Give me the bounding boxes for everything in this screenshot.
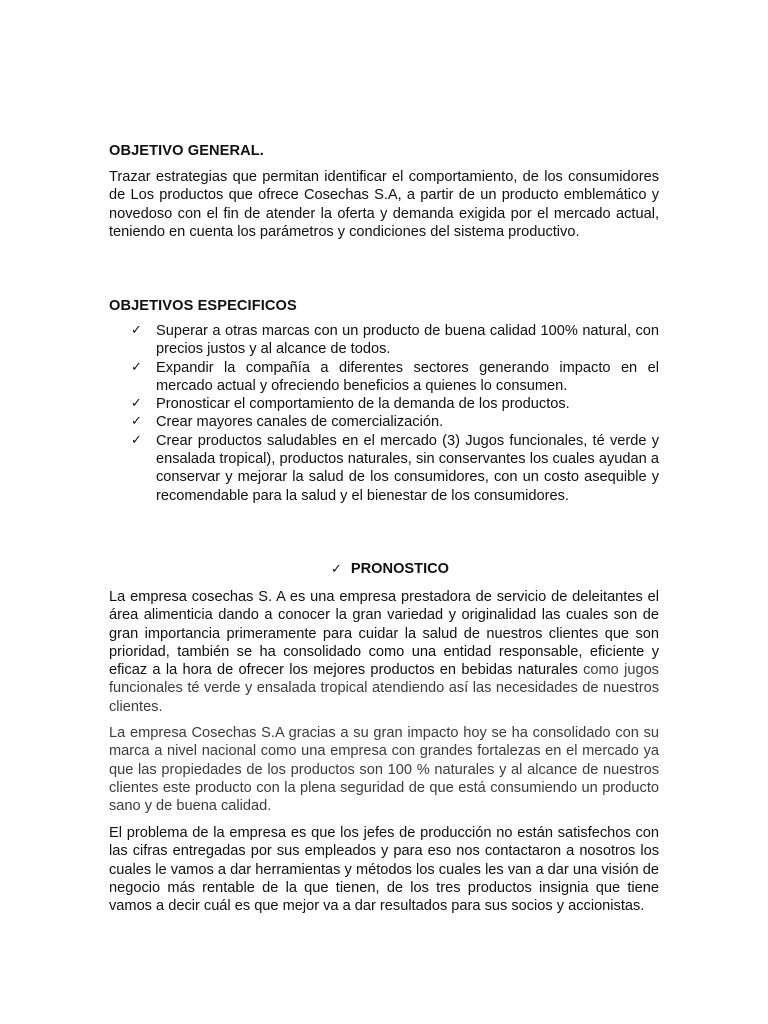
objetivo-general-paragraph: Trazar estrategias que permitan identificar el comportamiento, de los consumidores de Los productos que ofrece Cosechas S.A, a partir de un producto emblemático y novedoso con el fin de atender la oferta y demanda exigida por el mercado actual, teniendo en cuenta los parámetros y condiciones del sistema productivo. [109, 169, 659, 240]
objetivo-general-heading: OBJETIVO GENERAL. [109, 143, 264, 159]
checkmark-icon: ✓ [331, 562, 342, 577]
list-item-text: Superar a otras marcas con un producto de buena calidad 100% natural, con precios justos y al alcance de todos. [156, 323, 659, 358]
list-item [109, 395, 659, 413]
list-item-text: Crear mayores canales de comercialización. [156, 414, 444, 431]
pronostico-paragraph-2: La empresa Cosechas S.A gracias a su gran impacto hoy se ha consolidado con su marca a nivel nacional como una empresa con grandes fortalezas en el mercado ya que las propiedades de los productos son 100 % naturales y al alcance de nuestros clientes este producto con la plena seguridad de que está consumiendo un producto sano y de buena calidad. [109, 725, 659, 815]
pronostico-paragraph-1 [109, 588, 659, 716]
list-item [109, 432, 659, 505]
list-item-text: Pronosticar el comportamiento de la demanda de los productos. [156, 396, 570, 413]
pronostico-paragraph-1-main: La empresa cosechas S. A es una empresa prestadora de servicio de deleitantes el área alimenticia dando a conocer la gran variedad y originalidad las cuales son de gran importancia primeramente para cuidar la salud de nuestros clientes que son prioridad, también se ha consolidado como una entidad responsable, eficiente y eficaz a la hora de ofrecer los mejores productos en bebidas naturales [109, 589, 659, 679]
list-item-text: Crear productos saludables en el mercado (3) Jugos funcionales, té verde y ensalada tropical), productos naturales, sin conservantes los cuales ayudan a conservar y mejorar la salud de los consumidores, con un costo asequible y recomendable para la salud y el bienestar de los consumidores. [156, 432, 659, 504]
objetivos-especificos-list [109, 322, 659, 505]
list-item-text: Expandir la compañía a diferentes sectores generando impacto en el mercado actual y ofreciendo beneficios a quienes lo consumen. [156, 359, 659, 394]
checkmark-icon: ✓ [131, 323, 142, 338]
document-page [109, 0, 659, 1024]
objetivos-especificos-heading: OBJETIVOS ESPECIFICOS [109, 298, 297, 314]
checkmark-icon: ✓ [131, 396, 142, 412]
checkmark-icon: ✓ [131, 414, 142, 430]
pronostico-heading [331, 560, 449, 579]
list-item [109, 413, 659, 431]
pronostico-paragraph-1-tail: como jugos funcionales té verde y ensalada tropical atendiendo así las necesidades de nuestros clientes. [109, 662, 659, 715]
checkmark-icon: ✓ [131, 359, 142, 375]
pronostico-paragraph-3: El problema de la empresa es que los jefes de producción no están satisfechos con las cifras entregadas por sus empleados y para eso nos contactaron a nosotros los cuales le vamos a dar herramientas y métodos los cuales les van a dar una visión de negocio más rentable de la que tienen, de los tres productos insignia que tiene vamos a decir cuál es que mejor va a dar resultados para sus socios y accionistas. [109, 825, 659, 915]
checkmark-icon: ✓ [131, 432, 142, 448]
list-item [109, 322, 659, 359]
pronostico-title: PRONOSTICO [350, 561, 450, 577]
list-item [109, 359, 659, 396]
